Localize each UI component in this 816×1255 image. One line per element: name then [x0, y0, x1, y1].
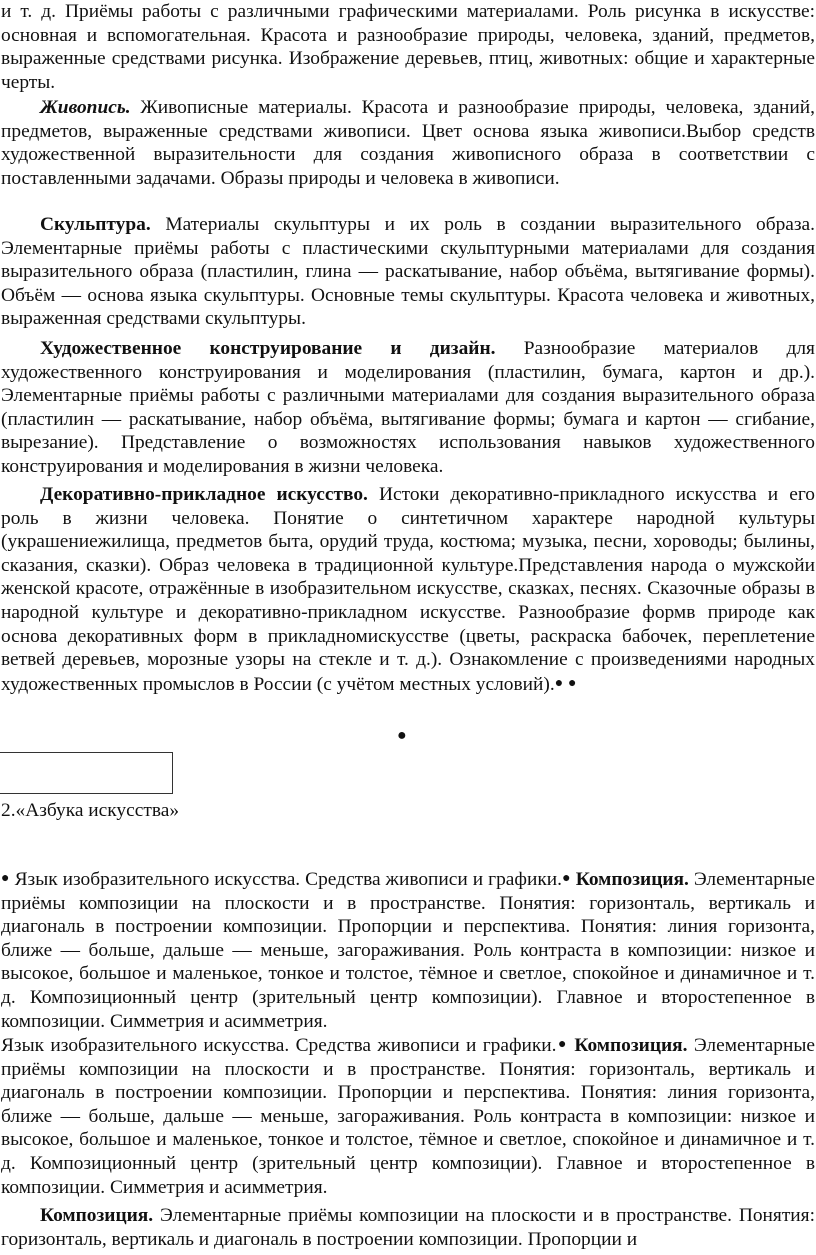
sculpture-text: Материалы скульптуры и их роль в создании выразительного образа. Элементарные приёмы работы с пластическими скульптурными материалами для создания выразительного образа (пластилин, глина — раскатывание, набор объёма, вытягивание формы). Объём — основа языка скульптуры. Основные темы скульптуры. Красота человека и животных, выраженная средствами скульптуры. — [1, 214, 816, 330]
bullet-icon: ● — [561, 871, 571, 886]
design-text: Разнообразие материалов для художественного конструирования и моделирования (пластилин, бумага, картон и др.). Элементарные приёмы работы с различными материалами для создания выразительного образа (пластилин — раскатывание, набор объёма, вытягивание формы; бумага и картон — сгибание, вырезание). Представление о возможностях использования навыков художественного конструирования и моделирования в жизни человека. — [1, 338, 815, 477]
composition-text-3: Элементарные приёмы композиции на плоскости и в пространстве. Понятия: горизонталь, вертикаль и диагональ в построении композиции. Пропорции и — [1, 1205, 815, 1250]
composition-heading-3: Композиция. — [40, 1205, 154, 1226]
composition-paragraph-3 — [1, 1204, 815, 1251]
bullet-icon: ● — [397, 727, 407, 744]
intro-text: и т. д. Приёмы работы с различными графическими материалами. Роль рисунка в искусстве: основная и вспомогательная. Красота и разнообразие природы, человека, зданий, предметов, выраженные средствами рисунка. Изображение деревьев, птиц, животных: общие и характерные черты. — [1, 1, 815, 93]
section-caption: 2.«Азбука искусства» — [1, 800, 180, 821]
design-heading: Художественное конструирование и дизайн. — [40, 338, 496, 359]
language-lead-2: Язык изобразительного искусства. Средства живописи и графики. — [1, 1035, 557, 1056]
language-lead-1: Язык изобразительного искусства. Средства живописи и графики. — [14, 869, 562, 890]
empty-frame — [0, 752, 173, 794]
painting-paragraph — [1, 96, 815, 190]
bullet-icon: ● — [568, 675, 577, 691]
decorative-heading: Декоративно-прикладное искусство. — [40, 484, 368, 505]
composition-text-1: Элементарные приёмы композиции на плоскости и в пространстве. Понятия: горизонталь, вертикаль и диагональ в построении композиции. Пропорции и перспектива. Понятия: линия горизонта, ближе — больше, дальше — меньше, загораживания. Роль контраста в композиции: низкое и высокое, большое и маленькое, тонкое и толстое, тёмное и светлое, спокойное и динамичное и т. д. Композиционный центр (зрительный центр композиции). Главное и второстепенное в композиции. Симметрия и асимметрия. — [1, 869, 815, 1032]
composition-paragraph-1 — [1, 867, 815, 1033]
design-paragraph — [1, 337, 815, 479]
intro-paragraph — [1, 0, 815, 94]
composition-heading-2: Композиция. — [574, 1035, 688, 1056]
bullet-icon: ● — [556, 1037, 569, 1052]
painting-heading: Живопись. — [40, 97, 131, 118]
bullet-icon: ● — [1, 871, 10, 886]
decorative-paragraph — [1, 483, 815, 696]
sculpture-paragraph — [1, 213, 815, 331]
decorative-text: Истоки декоративно-прикладного искусства и его роль в жизни человека. Понятие о синтетичном характере народной культуры (украшениежилища, предметов быта, орудий труда, костюма; музыка, песни, хороводы; былины, сказания, сказки). Образ человека в традиционной культуре.Представления народа о мужскойи женской красоте, отражённые в изобразительном искусстве, сказках, песнях. Сказочные образы в народной культуре и декоративно-прикладном искусстве. Разнообразие формв природе как основа декоративных форм в прикладномискусстве (цветы, раскраска бабочек, переплетение ветвей деревьев, морозные узоры на стекле и т. д.). Ознакомление с произведениями народных художественных промыслов в России (с учётом местных условий). — [1, 484, 816, 695]
composition-text-2: Элементарные приёмы композиции на плоскости и в пространстве. Понятия: горизонталь, вертикаль и диагональ в построении композиции. Пропорции и перспектива. Понятия: линия горизонта, ближе — больше, дальше — меньше, загораживания. Роль контраста в композиции: низкое и высокое, большое и маленькое, тонкое и толстое, тёмное и светлое, спокойное и динамичное и т. д. Композиционный центр (зрительный центр композиции). Главное и второстепенное в композиции. Симметрия и асимметрия. — [1, 1035, 815, 1198]
sculpture-heading: Скульптура. — [40, 214, 151, 235]
composition-paragraph-2 — [1, 1033, 815, 1199]
bullet-icon: ● — [554, 675, 564, 691]
painting-text: Живописные материалы. Красота и разнообразие природы, человека, зданий, предметов, выраженные средствами живописи. Цвет основа языка живописи.Выбор средств художественной выразительности для создания живописного образа в соответствии с поставленными задачами. Образы природы и человека в живописи. — [1, 97, 815, 189]
composition-heading-1: Композиция. — [575, 869, 689, 890]
